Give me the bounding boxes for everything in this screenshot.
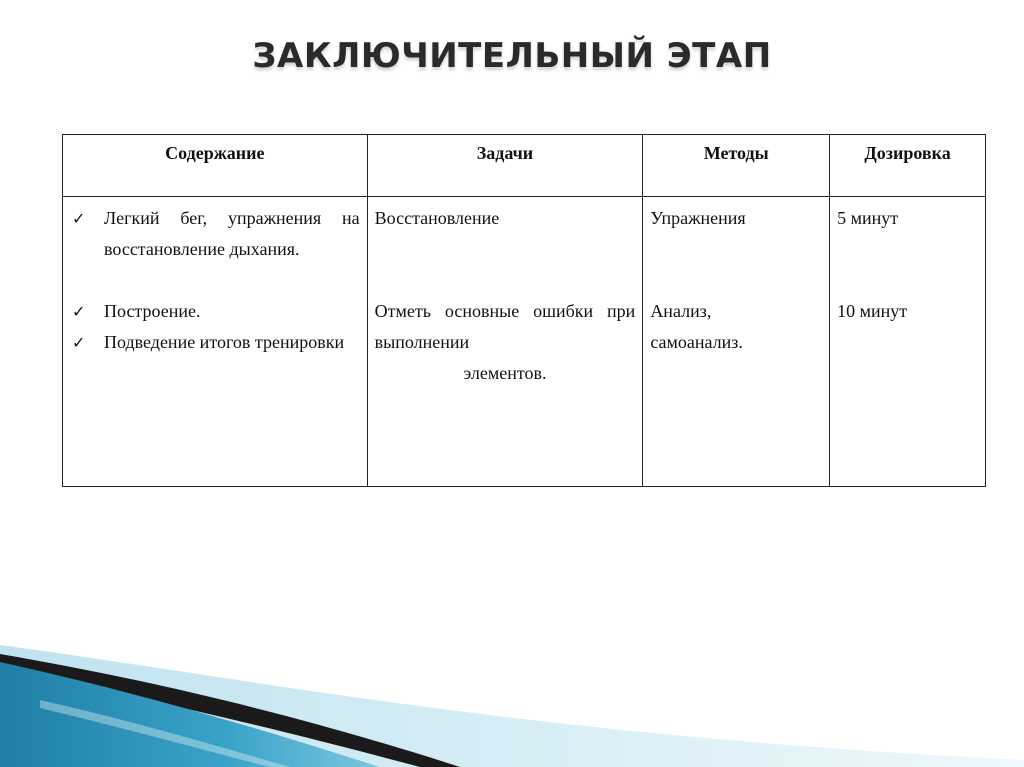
- method-text: самоанализ.: [650, 332, 743, 352]
- task-text: Отметь основные ошибки при выполнении: [374, 301, 636, 352]
- content-cell: [63, 197, 368, 487]
- tasks-cell: [367, 197, 643, 487]
- table-header-row: [63, 135, 986, 197]
- table-row: [63, 197, 986, 487]
- header-content: Содержание: [63, 135, 368, 197]
- dosage-text: 5 минут: [837, 208, 899, 228]
- task-text: Восстановление: [374, 208, 500, 228]
- content-item-text: Построение.: [104, 301, 201, 321]
- stage-table: [62, 134, 986, 487]
- checkmark-icon: ✓: [72, 333, 86, 352]
- list-item: [70, 296, 360, 327]
- dosage-text: 10 минут: [837, 301, 908, 321]
- checkmark-icon: ✓: [72, 209, 86, 228]
- decorative-wave: [0, 640, 1024, 767]
- content-item-text: Легкий бег, упражнения на восстановление дыхания.: [104, 208, 360, 259]
- header-dosage: Дозировка: [830, 135, 986, 197]
- header-methods: Методы: [643, 135, 830, 197]
- checkmark-icon: ✓: [72, 302, 86, 321]
- content-item-text: Подведение итогов тренировки: [104, 332, 345, 352]
- task-text: элементов.: [463, 363, 547, 383]
- method-text: Упражнения: [650, 208, 746, 228]
- list-item: [70, 327, 360, 358]
- dosage-cell: [830, 197, 986, 487]
- list-item: [70, 203, 360, 265]
- slide-title: ЗАКЛЮЧИТЕЛЬНЫЙ ЭТАП: [252, 36, 772, 76]
- methods-cell: [643, 197, 830, 487]
- header-tasks: Задачи: [367, 135, 643, 197]
- method-text: Анализ,: [650, 301, 712, 321]
